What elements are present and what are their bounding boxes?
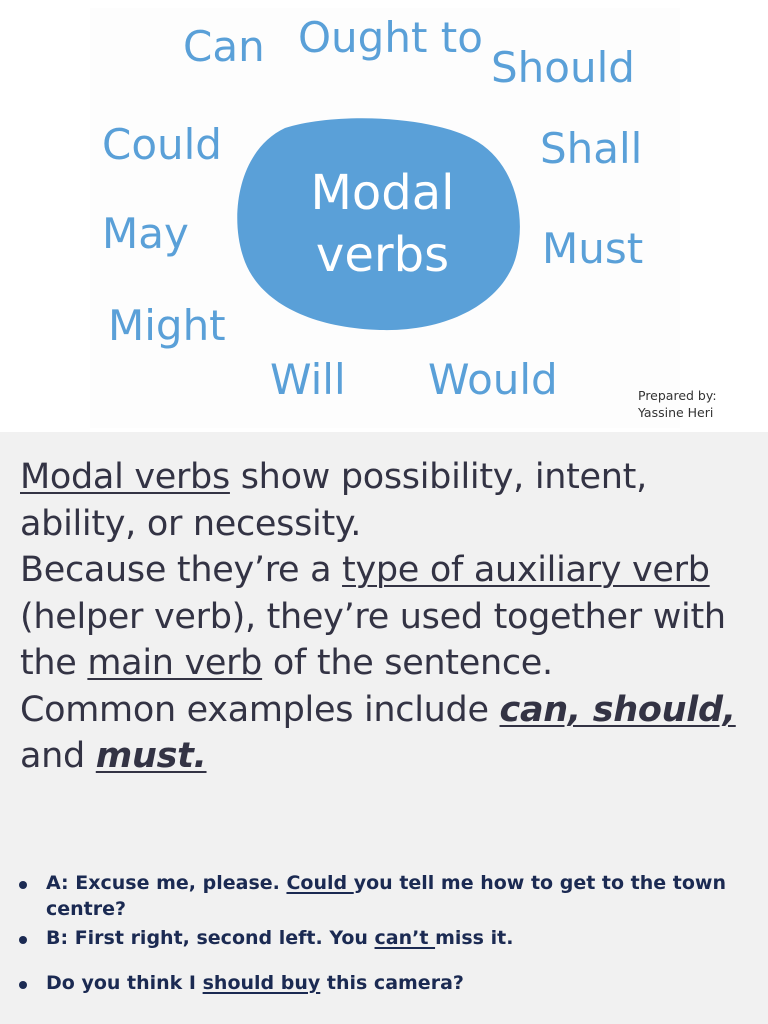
example-1-after: you tell me how to get to the town centre?: [46, 872, 726, 920]
example-2-modal: can’t: [374, 927, 436, 949]
example-3-modal: should buy: [202, 972, 321, 994]
term-modal-verbs: Modal verbs: [20, 457, 230, 497]
center-title-line2: verbs: [315, 227, 450, 283]
example-item: [12, 970, 732, 996]
example-3-before: Do you think I: [46, 972, 203, 994]
verb-could: Could: [102, 120, 222, 169]
definition-paragraph: [20, 454, 760, 780]
example-1-before: A: Excuse me, please.: [46, 872, 287, 894]
example-1-modal: Could: [286, 872, 354, 894]
auxiliary-sentence-end: of the sentence.: [262, 643, 553, 683]
example-2-before: B: First right, second left. You: [46, 927, 375, 949]
credit-label: Prepared by:: [638, 388, 717, 403]
definition-sentence: show possibility, intent, ability, or necessity.: [20, 457, 647, 544]
verb-will: Will: [270, 355, 346, 404]
credit-name: Yassine Heri: [638, 405, 714, 420]
verb-can: Can: [183, 22, 265, 71]
example-3-after: this camera?: [320, 972, 464, 994]
auxiliary-sentence-mid: (helper verb), they’re used together with the: [20, 596, 726, 683]
center-title: [280, 162, 485, 286]
example-item: [12, 925, 732, 951]
verb-ought-to: Ought to: [298, 13, 483, 62]
auxiliary-sentence-start: Because they’re a: [20, 550, 343, 590]
example-2-after: miss it.: [435, 927, 514, 949]
example-modals: can, should,: [499, 689, 736, 730]
examples-and: and: [20, 736, 96, 776]
example-list: [12, 870, 732, 996]
examples-sentence-start: Common examples include: [20, 689, 500, 730]
verb-must: Must: [542, 224, 644, 273]
center-title-line1: Modal: [310, 165, 455, 221]
verb-may: May: [102, 209, 189, 258]
verb-shall: Shall: [540, 124, 643, 173]
explanation-panel: [0, 432, 768, 1024]
term-auxiliary-verb: type of auxiliary verb: [342, 550, 710, 590]
term-main-verb: main verb: [87, 643, 263, 683]
example-must: must.: [95, 736, 207, 776]
verb-might: Might: [108, 301, 226, 350]
verb-would: Would: [428, 355, 558, 404]
verb-should: Should: [491, 43, 635, 92]
credit: [638, 387, 717, 421]
example-item: [12, 870, 732, 922]
title-illustration: [0, 0, 768, 432]
